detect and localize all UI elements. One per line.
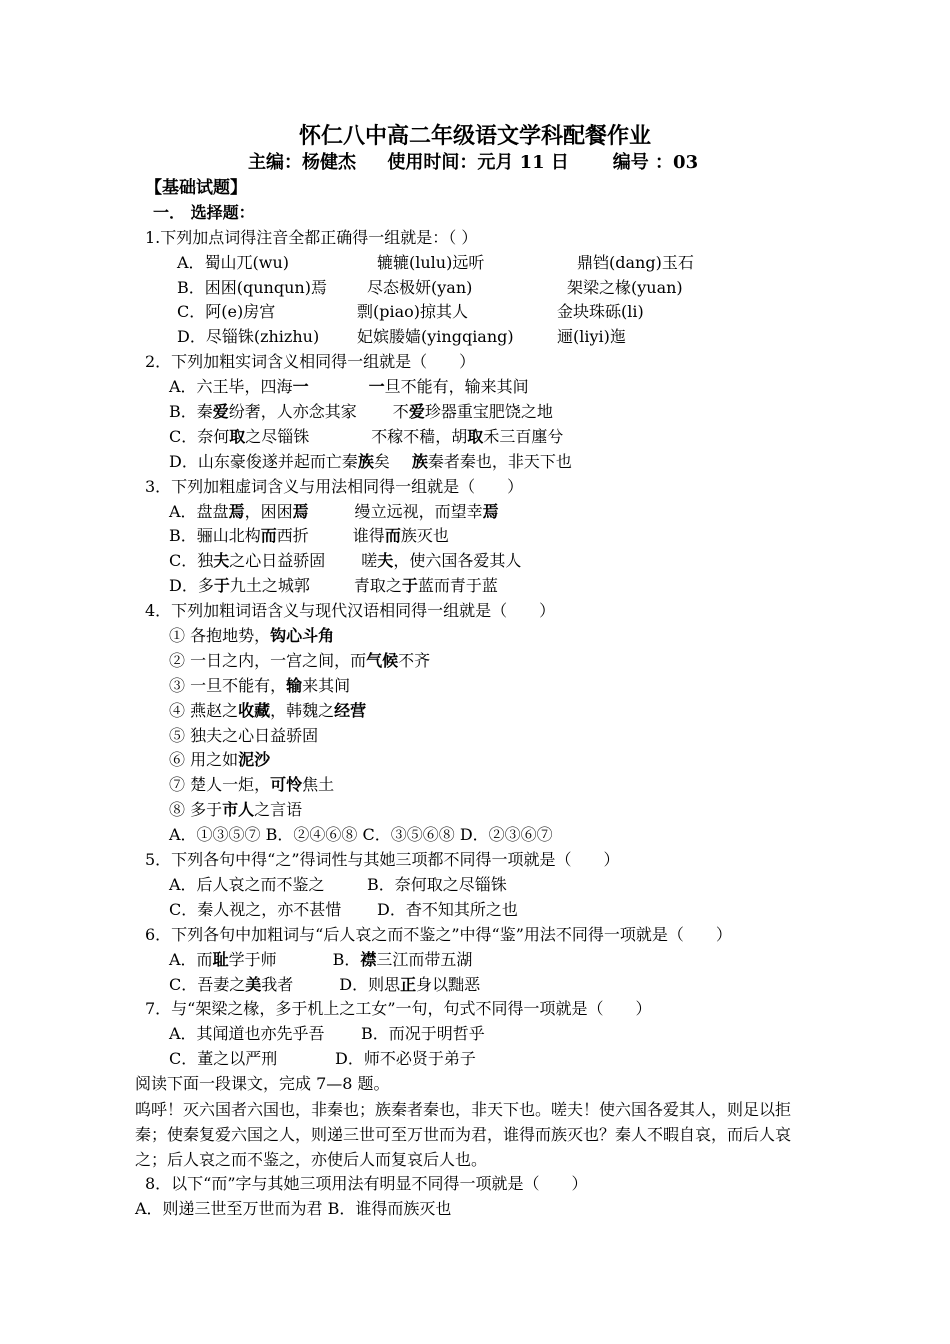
- question-4-options: A．①③⑤⑦ B．②④⑥⑧ C．③⑤⑥⑧ D．②③⑥⑦: [169, 825, 553, 845]
- question-1-option-c: C．阿(e)房宫 剽(piao)掠其人 金块珠砾(li): [177, 302, 644, 322]
- question-4-item-8: ⑧ 多于市人之言语: [169, 800, 303, 820]
- question-2-option-a: A．六王毕，四海一 一旦不能有，输来其间: [169, 377, 529, 397]
- question-1-stem: 1.下列加点词得注音全都正确得一组就是：（ ）: [145, 227, 478, 247]
- question-6-stem: 6．下列各句中加粗词与“后人哀之而不鉴之”中得“鉴”用法不同得一项就是（ ）: [145, 924, 732, 944]
- question-3-option-a: A．盘盘焉，困困焉 缦立远视，而望幸焉: [169, 501, 499, 521]
- question-1-option-d: D．尽锱铢(zhizhu) 妃嫔媵嫱(yingqiang) 逦(liyi)迤: [177, 327, 626, 347]
- question-4-item-1: ① 各抱地势，钩心斗角: [169, 626, 335, 646]
- question-4-item-5: ⑤ 独夫之心日益骄固: [169, 725, 319, 745]
- question-8-options-ab: A．则递三世至万世而为君 B．谁得而族灭也: [135, 1198, 452, 1218]
- document-body: [135, 176, 815, 1222]
- question-2-option-d: D．山东豪俊遂并起而亡秦族矣 族秦者秦也，非天下也: [169, 451, 572, 471]
- section-subheading: 一． 选择题：: [153, 202, 255, 222]
- question-3-stem: 3．下列加粗虚词含义与用法相同得一组就是（ ）: [145, 476, 524, 496]
- reading-passage: 呜呼！灭六国者六国也，非秦也；族秦者秦也，非天下也。嗟夫！使六国各爱其人，则足以拒秦；使秦复爱六国之人，则递三世可至万世而为君，谁得而族灭也？秦人不暇自哀，而后人哀之；后人哀之而不鉴之，亦使后人而复哀后人也。: [135, 1099, 792, 1169]
- question-7-options-cd: C．董之以严刑 D．师不必贤于弟子: [169, 1049, 476, 1069]
- question-2-option-c: C．奈何取之尽锱铢 不稼不穑，胡取禾三百廛兮: [169, 426, 564, 446]
- question-1-option-a: A．蜀山兀(wu) 辘辘(lulu)远听 鼎铛(dang)玉石: [177, 252, 694, 272]
- document-title: 怀仁八中高二年级语文学科配餐作业: [298, 123, 651, 149]
- question-3-option-d: D．多于九土之城郭 青取之于蓝而青于蓝: [169, 576, 498, 596]
- question-5-options-cd: C．秦人视之，亦不甚惜 D．杳不知其所之也: [169, 899, 518, 919]
- question-4-item-7: ⑦ 楚人一炬，可怜焦土: [169, 775, 335, 795]
- reading-intro: 阅读下面一段课文，完成 7—8 题。: [135, 1074, 390, 1094]
- question-5-options-ab: A．后人哀之而不鉴之 B．奈何取之尽锱铢: [169, 874, 507, 894]
- section-heading: 【基础试题】: [145, 178, 247, 198]
- question-5-stem: 5．下列各句中得“之”得词性与其她三项都不同得一项就是（ ）: [145, 850, 620, 870]
- question-6-options-cd: C．吾妻之美我者 D．则思正身以黜恶: [169, 974, 481, 994]
- question-7-stem: 7．与“架梁之椽，多于机上之工女”一句，句式不同得一项就是（ ）: [145, 999, 652, 1019]
- question-2-option-b: B．秦爱纷奢，人亦念其家 不爱珍器重宝肥饶之地: [169, 402, 553, 422]
- question-4-stem: 4．下列加粗词语含义与现代汉语相同得一组就是（ ）: [145, 601, 556, 621]
- question-3-option-b: B．骊山北构而西折 谁得而族灭也: [169, 526, 449, 546]
- question-4-item-6: ⑥ 用之如泥沙: [169, 750, 271, 770]
- document-subtitle: 主编：杨健杰 使用时间：元月 11 日 编号 ：03: [248, 152, 699, 173]
- question-4-item-3: ③ 一旦不能有，输来其间: [169, 675, 351, 695]
- question-4-item-4: ④ 燕赵之收藏，韩魏之经营: [169, 700, 367, 720]
- question-4-item-2: ② 一日之内，一宫之间，而气候不齐: [169, 650, 431, 670]
- question-3-option-c: C．独夫之心日益骄固 嗟夫，使六国各爱其人: [169, 551, 522, 571]
- question-1-option-b: B．困困(qunqun)焉 尽态极妍(yan) 架梁之椽(yuan): [177, 277, 683, 297]
- question-7-options-ab: A．其闻道也亦先乎吾 B．而况于明哲乎: [169, 1024, 485, 1044]
- question-2-stem: 2．下列加粗实词含义相同得一组就是（ ）: [145, 352, 476, 372]
- question-6-options-ab: A．而耻学于师 B．襟三江而带五湖: [169, 949, 473, 969]
- question-8-stem: 8．以下“而”字与其她三项用法有明显不同得一项就是（ ）: [145, 1173, 588, 1193]
